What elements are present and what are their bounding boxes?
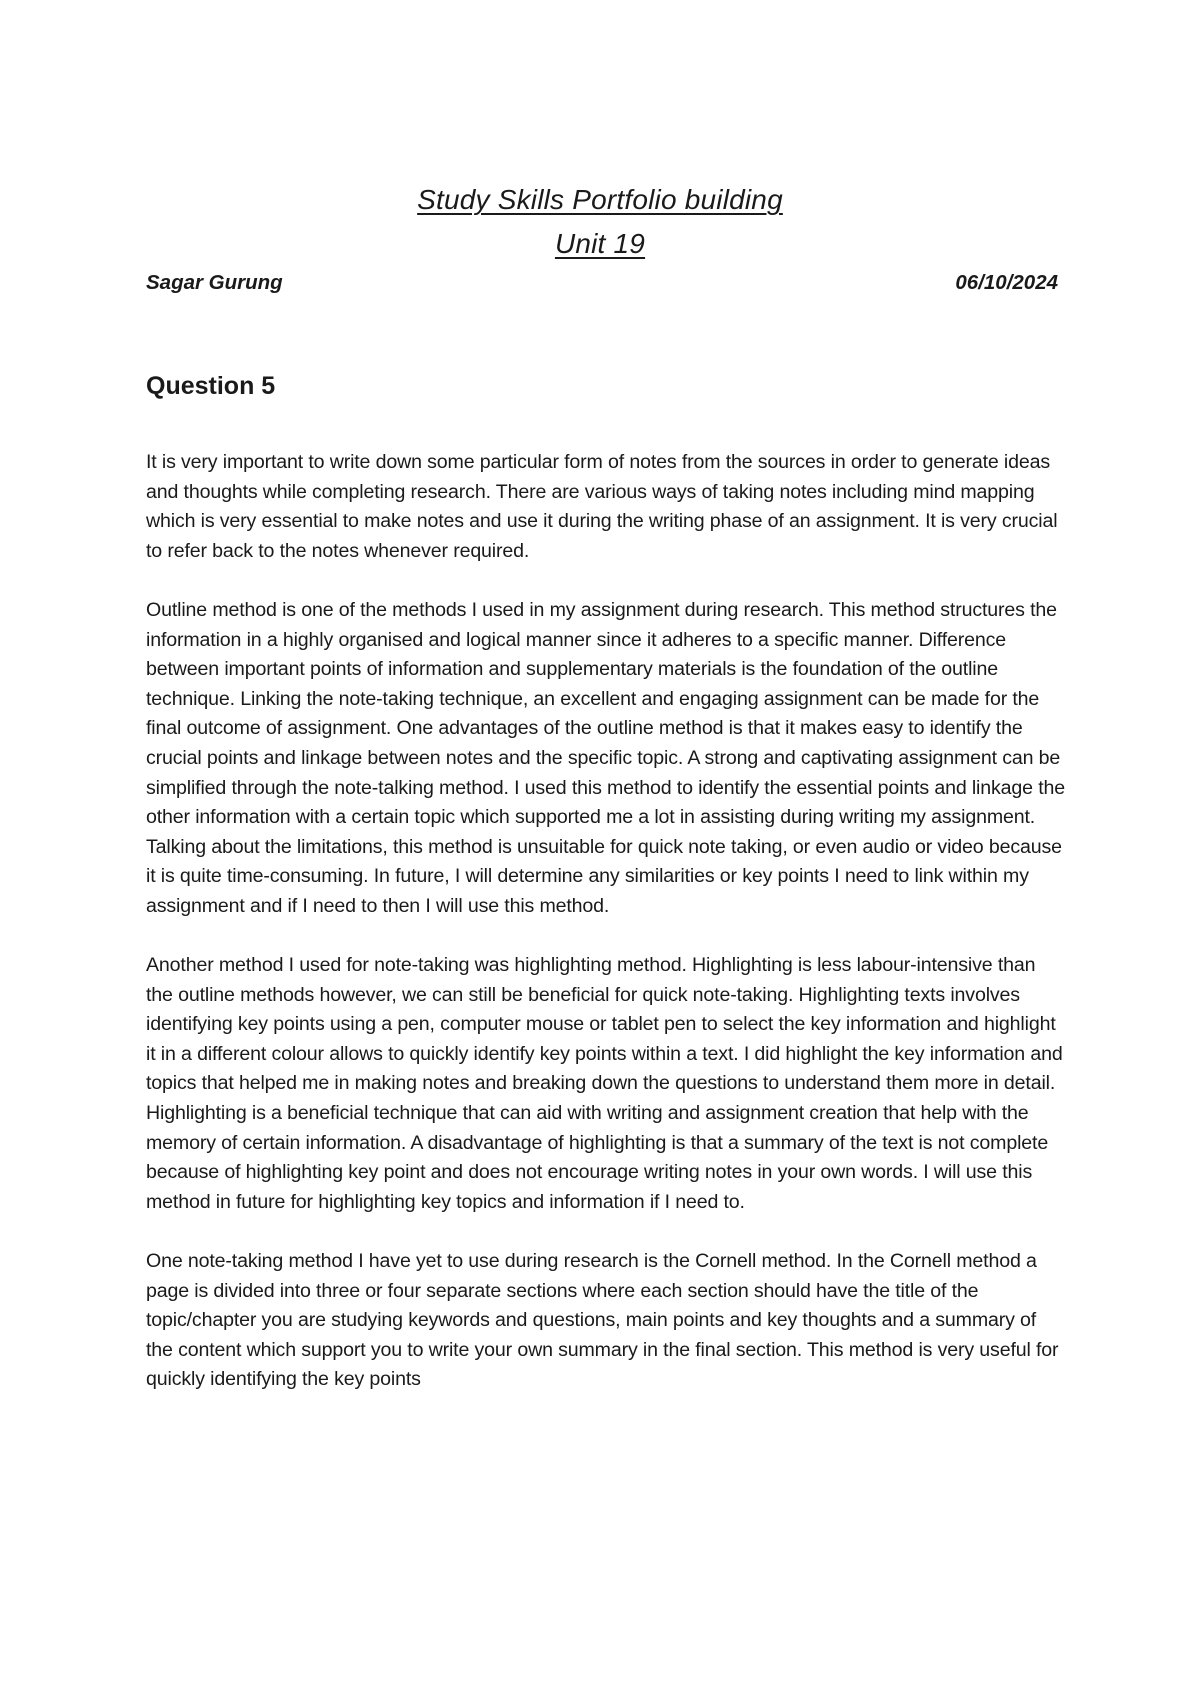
- paragraph: It is very important to write down some particular form of notes from the sources in order to generate ideas and thoughts while completing research. There are various ways of taking notes including mind mapping which is very essential to make notes and use it during the writing phase of an assignment. It is very crucial to refer back to the notes whenever required.: [146, 451, 1058, 562]
- body-text: [146, 448, 1066, 1425]
- document-date: 06/10/2024: [955, 271, 1058, 294]
- author-date-row: [146, 268, 1058, 298]
- paragraph: Outline method is one of the methods I used in my assignment during research. This method structures the information in a highly organised and logical manner since it adheres to a specific manner. Difference between important points of information and supplementary materials is the foundation of the outline technique. Linking the note-taking technique, an excellent and engaging assignment can be made for the final outcome of assignment. One advantages of the outline method is that it makes easy to identify the crucial points and linkage between notes and the specific topic. A strong and captivating assignment can be simplified through the note-talking method. I used this method to identify the essential points and linkage the other information with a certain topic which supported me a lot in assisting during writing my assignment. Talking about the limitations, this method is unsuitable for quick note taking, or even audio or video because it is quite time-consuming. In future, I will determine any similarities or key points I need to link within my assignment and if I need to then I will use this method.: [146, 598, 1065, 917]
- author-name: Sagar Gurung: [146, 271, 283, 294]
- paragraph: Another method I used for note-taking was highlighting method. Highlighting is less labour-intensive than the outline methods however, we can still be beneficial for quick note-taking. Highlighting texts involves identifying key points using a pen, computer mouse or tablet pen to select the key information and highlight it in a different colour allows to quickly identify key points within a text. I did highlight the key information and topics that helped me in making notes and breaking down the questions to understand them more in detail. Highlighting is a beneficial technique that can aid with writing and assignment creation that help with the memory of certain information. A disadvantage of highlighting is that a summary of the text is not complete because of highlighting key point and does not encourage writing notes in your own words. I will use this method in future for highlighting key topics and information if I need to.: [146, 954, 1063, 1213]
- title-block: [0, 178, 1200, 266]
- paragraph: One note-taking method I have yet to use during research is the Cornell method. In the Cornell method a page is divided into three or four separate sections where each section should have the title of the topic/chapter you are studying keywords and questions, main points and key thoughts and a summary of the content which support you to write your own summary in the final section. This method is very useful for quickly identifying the key points: [146, 1250, 1059, 1391]
- document-subtitle: Unit 19: [554, 228, 646, 259]
- document-title: Study Skills Portfolio building: [417, 184, 783, 215]
- question-heading: Question 5: [146, 372, 276, 400]
